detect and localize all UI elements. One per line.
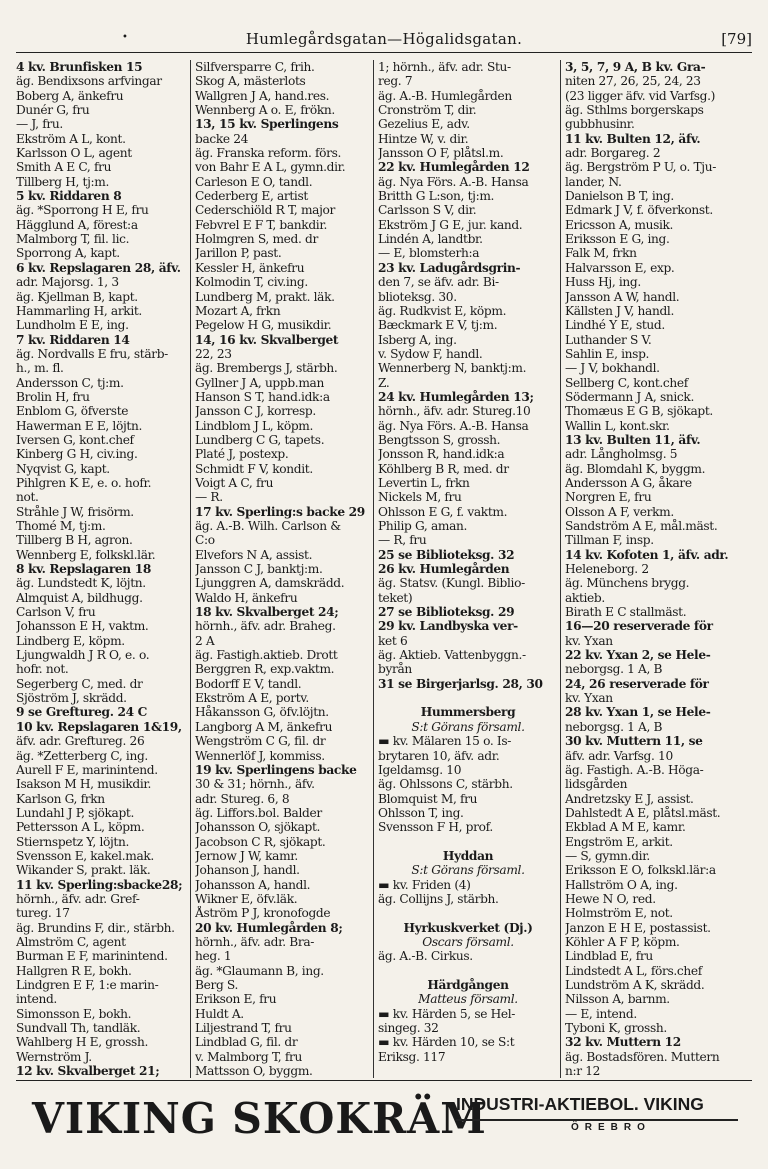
directory-entry: Britth G L:son, tj:m. (378, 189, 495, 204)
directory-entry: von Bahr E A L, gymn.dir. (195, 160, 346, 175)
page-number: [79] (721, 30, 752, 48)
directory-entry: Jacobson C R, sjökapt. (195, 834, 326, 849)
entry-heading: 32 kv. Muttern 12 (565, 1035, 681, 1050)
directory-entry: hörnh., äfv. adr. Gref- (16, 891, 140, 906)
directory-entry: Cederschiöld R T, major (195, 203, 335, 218)
directory-entry: Lindén A, landtbr. (378, 232, 483, 247)
directory-entry: intend. (16, 992, 57, 1007)
directory-entry: — R, fru (378, 533, 427, 548)
directory-entry: Pettersson A L, köpm. (16, 820, 145, 835)
entry-heading: 18 kv. Skvalberget 24; (195, 605, 339, 620)
directory-entry: Lindberg E, köpm. (16, 633, 125, 648)
directory-entry: Ekblad A M E, kamr. (565, 820, 686, 835)
ad-city: ÖREBRO (571, 1122, 651, 1133)
directory-entry: Eriksson E G, ing. (565, 232, 670, 247)
directory-entry: Thomé M, tj:m. (16, 519, 106, 533)
directory-entry: Ericsson A, musik. (565, 217, 674, 232)
directory-entry: kv. Yxan (565, 633, 613, 648)
directory-entry: Berggren R, exp.vaktm. (195, 662, 335, 677)
directory-entry: Isakson M H, musikdir. (16, 777, 152, 792)
directory-entry: teket) (378, 590, 413, 605)
directory-entry (378, 964, 558, 978)
directory-entry: Igeldamsg. 10 (378, 762, 462, 777)
directory-entry: äg. Nya Förs. A.-B. Hansa (378, 174, 529, 189)
entry-heading: 8 kv. Repslagaren 18 (16, 562, 151, 577)
column-2 (195, 60, 374, 1078)
directory-entry: ▬ kv. Härden 10, se S:t (378, 1035, 515, 1050)
directory-entry: Hammarling H, arkit. (16, 303, 142, 318)
directory-entry: lander, N. (565, 174, 622, 189)
directory-entry: Tillman F, insp. (565, 533, 654, 548)
directory-entry: Falk M, frkn (565, 246, 637, 261)
entry-heading: 30 kv. Muttern 11, se (565, 734, 703, 749)
entry-heading: 3, 5, 7, 9 A, B kv. Gra- (565, 60, 706, 74)
directory-entry: Platé J, postexp. (195, 447, 289, 462)
directory-entry: Ekström J G E, jur. kand. (378, 217, 523, 232)
directory-entry: Dahlstedt A E, plåtsl.mäst. (565, 805, 721, 820)
entry-heading: 24, 26 reserverade för (565, 676, 709, 691)
directory-entry: Gyllner J A, uppb.man (195, 375, 324, 390)
directory-entry (378, 691, 558, 705)
directory-entry: v. Malmborg T, fru (195, 1049, 302, 1064)
directory-entry: Almström C, agent (16, 934, 126, 949)
parish-label: Matteus församl. (418, 992, 518, 1007)
directory-entry: Lundberg C G, tapets. (195, 432, 325, 447)
entry-heading: 11 kv. Bulten 12, äfv. (565, 131, 701, 146)
directory-entry: Jansson C J, banktj:m. (195, 562, 323, 577)
entry-heading: 17 kv. Sperling:s backe 29 (195, 504, 365, 519)
directory-entry: Bodorff E V, tandl. (195, 676, 302, 691)
directory-entry: äg. Fastigh. A.-B. Höga- (565, 762, 704, 777)
directory-entry: äg. *Sporrong H E, fru (16, 203, 149, 218)
entry-heading: 27 se Biblioteksg. 29 (378, 605, 515, 620)
directory-entry: gubbhusinr. (565, 117, 635, 132)
directory-entry: Simonsson E, bokh. (16, 1006, 132, 1021)
directory-entry: backe 24 (195, 131, 249, 146)
directory-entry: Andersson A G, åkare (565, 475, 692, 490)
directory-entry: ▬ kv. Härden 5, se Hel- (378, 1006, 516, 1021)
directory-entry: Karlson G, frkn (16, 791, 105, 806)
directory-entry: Lundahl J P, sjökapt. (16, 805, 134, 820)
directory-entry: Cronström T, dir. (378, 103, 477, 118)
directory-entry: Iversen G, kont.chef (16, 432, 134, 447)
entry-heading: 13, 15 kv. Sperlingens (195, 117, 339, 132)
street-heading: Härdgången (427, 978, 509, 992)
directory-entry: Jansson A W, handl. (565, 289, 680, 304)
street-heading: Hyrkuskverket (Dj.) (403, 920, 533, 935)
directory-entry: hörnh., äfv. adr. Stureg.10 (378, 404, 531, 419)
directory-entry: äg. Franska reform. förs. (195, 146, 342, 161)
directory-entry: ▬ kv. Friden (4) (378, 877, 471, 892)
directory-entry: Elvefors N A, assist. (195, 547, 313, 562)
directory-entry: blioteksg. 30. (378, 289, 457, 304)
directory-entry: byrån (378, 662, 412, 677)
directory-entry: v. Sydow F, handl. (378, 346, 483, 361)
column-4 (565, 60, 752, 1078)
directory-entry: Brolin H, fru (16, 389, 90, 404)
directory-entry (378, 1064, 558, 1078)
parish-label: Oscars församl. (422, 934, 514, 949)
directory-entry: Jernow J W, kamr. (195, 848, 298, 863)
directory-entry: Wennerlöf J, kommiss. (195, 748, 325, 763)
directory-entry: Sandström A E, mål.mäst. (565, 519, 718, 533)
directory-entry: Kolmodin T, civ.ing. (195, 275, 308, 290)
directory-entry: Lindgren E F, 1:e marin- (16, 978, 159, 992)
directory-entry: Sellberg C, kont.chef (565, 375, 688, 390)
directory-entry: Tillberg H, tj:m. (16, 174, 109, 189)
entry-heading: 20 kv. Humlegården 8; (195, 920, 343, 935)
directory-entry: h., m. fl. (16, 361, 64, 376)
directory-entry: Lindblad G, fil. dr (195, 1035, 298, 1050)
directory-entry: Liljestrand T, fru (195, 1021, 292, 1036)
directory-entry: äg. Münchens brygg. (565, 576, 690, 591)
directory-entry: Ekström A E, portv. (195, 691, 309, 706)
directory-entry: Kinberg G H, civ.ing. (16, 447, 138, 462)
directory-entry: 22, 23 (195, 346, 232, 361)
directory-entry: Cederberg E, artist (195, 189, 308, 204)
directory-entry: singeg. 32 (378, 1021, 439, 1036)
directory-entry: Aurell F E, marinintend. (16, 762, 158, 777)
column-1 (16, 60, 191, 1078)
directory-entry: Hallström O A, ing. (565, 877, 678, 892)
directory-entry: tureg. 17 (16, 906, 70, 921)
directory-entry: Wengström C G, fil. dr (195, 734, 326, 749)
page-header (16, 30, 752, 53)
directory-entry: Voigt A C, fru (195, 475, 274, 490)
directory-entry: Wikner E, öfv.läk. (195, 891, 298, 906)
entry-heading: 26 kv. Humlegården (378, 562, 510, 577)
directory-entry: adr. Långholmsg. 5 (565, 447, 678, 462)
directory-entry: Danielson B T, ing. (565, 189, 674, 204)
directory-entry: — E, blomsterh:a (378, 246, 480, 261)
directory-entry: brytaren 10, äfv. adr. (378, 748, 500, 763)
entry-heading: 22 kv. Yxan 2, se Hele- (565, 648, 711, 663)
directory-entry: Johansson E H, vaktm. (16, 619, 149, 634)
directory-entry: kv. Yxan (565, 691, 613, 706)
entry-heading: 19 kv. Sperlingens backe (195, 762, 357, 777)
directory-entry: Langborg A M, änkefru (195, 719, 333, 734)
directory-entry: Johansson O, sjökapt. (195, 820, 321, 835)
directory-entry: Luthander S V. (565, 332, 652, 347)
advertisement (16, 1088, 752, 1148)
directory-entry: adr. Majorsg. 1, 3 (16, 275, 119, 290)
entry-heading: 16—20 reserverade för (565, 619, 713, 634)
directory-entry: hörnh., äfv. adr. Bra- (195, 934, 315, 949)
directory-entry: n:r 12 (565, 1064, 601, 1078)
directory-entry: Tillberg B H, agron. (16, 533, 133, 548)
entry-heading: 10 kv. Repslagaren 1&19, (16, 719, 182, 734)
entry-heading: 12 kv. Skvalberget 21; (16, 1064, 160, 1078)
directory-entry: Norgren E, fru (565, 490, 652, 505)
directory-entry: Lundholm E E, ing. (16, 318, 129, 333)
directory-entry: Mattsson O, byggm. (195, 1064, 313, 1078)
directory-entry: Holmström E, not. (565, 906, 673, 921)
directory-entry: Dunér G, fru (16, 103, 90, 118)
directory-entry: ket 6 (378, 633, 408, 648)
directory-entry: äg. Bostadsfören. Muttern (565, 1049, 720, 1064)
entry-heading: 23 kv. Ladugårdsgrin- (378, 260, 521, 275)
entry-heading: 25 se Biblioteksg. 32 (378, 547, 515, 562)
directory-entry: Philip G, aman. (378, 519, 468, 533)
directory-entry: Engström E, arkit. (565, 834, 673, 849)
entry-heading: 7 kv. Riddaren 14 (16, 332, 130, 347)
directory-entry: äg. Bergström P U, o. Tju- (565, 160, 716, 175)
directory-entry: lidsgården (565, 777, 628, 792)
directory-entry: äg. Nordvalls E fru, stärb- (16, 346, 168, 361)
directory-entry: Sporrong A, kapt. (16, 246, 120, 261)
directory-entry: neborgsg. 1 A, B (565, 662, 663, 677)
directory-entry: den 7, se äfv. adr. Bi- (378, 275, 499, 290)
directory-entry: Bengtsson S, grossh. (378, 432, 501, 447)
directory-entry: Silfversparre C, frih. (195, 60, 315, 74)
directory-entry: Blomquist M, fru (378, 791, 478, 806)
directory-entry: Svensson E, kakel.mak. (16, 848, 154, 863)
directory-entry: äg. Aktieb. Vattenbyggn.- (378, 648, 526, 663)
directory-entry: Åström P J, kronofogde (195, 906, 331, 921)
entry-heading: 9 se Greftureg. 24 C (16, 705, 147, 720)
directory-entry: äg. Kjellman B, kapt. (16, 289, 138, 304)
directory-entry: Karlsson O L, agent (16, 146, 132, 161)
directory-entry: Lindhé Y E, stud. (565, 318, 665, 333)
directory-entry: Ohlsson E G, f. vaktm. (378, 504, 508, 519)
directory-entry: — S, gymn.dir. (565, 848, 650, 863)
directory-entry: Smith A E C, fru (16, 160, 112, 175)
street-heading: Hummersberg (420, 705, 516, 720)
directory-entry: Wennerberg N, banktj:m. (378, 361, 527, 376)
directory-entry: Johansson A, handl. (195, 877, 311, 892)
entry-heading: 24 kv. Humlegården 13; (378, 389, 534, 404)
directory-entry: niten 27, 26, 25, 24, 23 (565, 74, 701, 89)
ad-underline (456, 1119, 738, 1121)
directory-entry: Wallgren J A, hand.res. (195, 88, 330, 103)
directory-entry: Nickels M, fru (378, 490, 462, 505)
directory-entry: Jonsson R, hand.idk:a (378, 447, 505, 462)
directory-entry (378, 835, 558, 849)
directory-entry: Waldo H, änkefru (195, 590, 298, 605)
directory-entry: Pegelow H G, musikdir. (195, 318, 332, 333)
directory-entry: Lundberg M, prakt. läk. (195, 289, 335, 304)
directory-entry: neborgsg. 1 A, B (565, 719, 663, 734)
street-heading: Hyddan (442, 848, 494, 863)
directory-entry: Segerberg C, med. dr (16, 676, 143, 691)
directory-entry: Carleson E O, tandl. (195, 174, 313, 189)
directory-entry: äg. Fastigh.aktieb. Drott (195, 648, 338, 663)
directory-entry: Nyqvist G, kapt. (16, 461, 110, 476)
directory-entry: Huldt A. (195, 1006, 244, 1021)
entry-heading: 14 kv. Kofoten 1, äfv. adr. (565, 547, 729, 562)
page-title: Humlegårdsgatan—Högalidsgatan. (245, 30, 523, 48)
directory-entry: Carlson V, fru (16, 605, 96, 620)
directory-entry: — J, fru. (16, 117, 63, 132)
parish-label: S:t Görans församl. (411, 863, 525, 878)
directory-entry: ▬ kv. Mälaren 15 o. Is- (378, 734, 512, 749)
directory-entry: aktieb. (565, 590, 605, 605)
directory-entry: Köhlberg B R, med. dr (378, 461, 509, 476)
directory-entry: Hanson S T, hand.idk:a (195, 389, 330, 404)
directory-columns (16, 60, 752, 1078)
header-bullet: • (122, 32, 128, 43)
directory-entry: Ohlsson T, ing. (378, 805, 464, 820)
directory-entry: Ljunggren A, damskrädd. (195, 576, 345, 591)
directory-entry: Boberg A, änkefru (16, 88, 124, 103)
directory-entry: Hallgren R E, bokh. (16, 963, 132, 978)
directory-entry: Schmidt F V, kondit. (195, 461, 313, 476)
directory-entry: Lindblad E, fru (565, 949, 653, 964)
directory-entry: äg. *Zetterberg C, ing. (16, 748, 148, 763)
directory-entry: — R. (195, 490, 223, 505)
directory-entry: Olsson A F, verkm. (565, 504, 674, 519)
directory-entry: adr. Borgareg. 2 (565, 146, 661, 161)
directory-entry: Svensson F H, prof. (378, 820, 493, 835)
ad-company: INDUSTRI-AKTIEBOL. VIKING (456, 1094, 704, 1114)
directory-entry: Bæckmark E V, tj:m. (378, 318, 498, 333)
entry-heading: 4 kv. Brunfisken 15 (16, 60, 143, 74)
directory-entry: 1; hörnh., äfv. adr. Stu- (378, 60, 511, 74)
directory-entry: Skog A, mästerlots (195, 74, 306, 89)
directory-entry: Ljungwaldh J R O, e. o. (16, 648, 150, 663)
directory-entry: C:o (195, 533, 215, 548)
directory-entry: Köhler A F P, köpm. (565, 934, 680, 949)
directory-entry: Ekström A L, kont. (16, 131, 126, 146)
directory-entry: Sundvall Th, tandläk. (16, 1021, 141, 1036)
directory-entry: Södermann J A, snick. (565, 389, 694, 404)
directory-entry: Birath E C stallmäst. (565, 605, 687, 620)
directory-entry: äg. *Glaumann B, ing. (195, 963, 324, 978)
directory-entry: äg. Bendixsons arfvingar (16, 74, 162, 89)
directory-entry: Andersson C, tj:m. (16, 375, 124, 390)
directory-entry: Holmgren S, med. dr (195, 232, 318, 247)
directory-entry: hörnh., äfv. adr. Braheg. (195, 619, 336, 634)
directory-entry: Hintze W, v. dir. (378, 131, 469, 146)
directory-entry: heg. 1 (195, 949, 232, 964)
directory-entry: adr. Stureg. 6, 8 (195, 791, 290, 806)
directory-entry: Pihlgren K E, e. o. hofr. (16, 475, 152, 490)
directory-entry: Jansson O F, plåtsl.m. (378, 146, 504, 161)
directory-entry: (23 ligger äfv. vid Varfsg.) (565, 88, 716, 103)
directory-entry: Nilsson A, barnm. (565, 992, 670, 1007)
entry-heading: 13 kv. Bulten 11, äfv. (565, 432, 701, 447)
directory-entry: Huss Hj, ing. (565, 275, 641, 290)
directory-entry: 30 & 31; hörnh., äfv. (195, 777, 315, 792)
directory-entry: Wallin L, kont.skr. (565, 418, 670, 433)
directory-entry: Lundström A K, skrädd. (565, 978, 705, 992)
directory-entry: Wikander S, prakt. läk. (16, 863, 151, 878)
directory-entry: Andretzsky E J, assist. (565, 791, 694, 806)
directory-entry: Wahlberg H E, grossh. (16, 1035, 148, 1050)
directory-entry: äg. A.-B. Humlegården (378, 88, 512, 103)
directory-entry: Sjöström J, skrädd. (16, 691, 127, 706)
directory-entry: Z. (378, 375, 390, 390)
directory-entry: äg. A.-B. Wilh. Carlson & (195, 519, 341, 533)
directory-entry: Berg S. (195, 978, 239, 992)
directory-entry: äg. Blomdahl K, byggm. (565, 461, 706, 476)
directory-entry: Heleneborg. 2 (565, 562, 649, 577)
directory-entry: äg. Brembergs J, stärbh. (195, 361, 338, 376)
directory-entry: Sahlin E, insp. (565, 346, 650, 361)
directory-entry: not. (16, 490, 39, 505)
entry-heading: 31 se Birgerjarlsg. 28, 30 (378, 676, 543, 691)
directory-entry: Erikson E, fru (195, 992, 277, 1007)
directory-entry: äfv. adr. Varfsg. 10 (565, 748, 673, 763)
directory-entry: Tyboni K, grossh. (565, 1021, 667, 1036)
directory-entry: Edmark J V, f. öfverkonst. (565, 203, 713, 218)
directory-entry: Mozart A, frkn (195, 303, 281, 318)
entry-heading: 22 kv. Humlegården 12 (378, 160, 530, 175)
directory-entry: äg. Liffors.bol. Balder (195, 805, 322, 820)
entry-heading: 11 kv. Sperling:sbacke28; (16, 877, 183, 892)
directory-entry: Almquist A, bildhugg. (16, 590, 143, 605)
directory-entry: äfv. adr. Greftureg. 26 (16, 734, 145, 749)
directory-entry: äg. Ohlssons C, stärbh. (378, 777, 513, 792)
entry-heading: 28 kv. Yxan 1, se Hele- (565, 705, 711, 720)
directory-entry: äg. Brundins F, dir., stärbh. (16, 920, 175, 935)
directory-entry: Wernström J. (16, 1049, 92, 1064)
directory-entry: äg. Statsv. (Kungl. Biblio- (378, 576, 525, 591)
directory-entry: Hewe N O, red. (565, 891, 656, 906)
directory-entry: Wennberg A o. E, frökn. (195, 103, 335, 118)
directory-entry: Burman E F, marinintend. (16, 949, 168, 964)
directory-entry: Håkansson G, öfv.löjtn. (195, 705, 329, 720)
directory-entry: Enblom G, öfverste (16, 404, 129, 419)
directory-entry: Lindstedt A L, förs.chef (565, 963, 702, 978)
directory-entry: Carlsson S V, dir. (378, 203, 477, 218)
directory-entry: äg. Rudkvist E, köpm. (378, 303, 507, 318)
directory-entry: hofr. not. (16, 662, 69, 677)
directory-entry: Hägglund A, förest:a (16, 217, 138, 232)
directory-entry: Janzon E H E, postassist. (565, 920, 711, 935)
directory-entry: Eriksson E O, folkskl.lär:a (565, 863, 716, 878)
directory-entry: 2 A (195, 633, 215, 648)
directory-entry: Febvrel E F T, bankdir. (195, 217, 327, 232)
directory-entry: Gezelius E, adv. (378, 117, 470, 132)
directory-entry: äg. Collijns J, stärbh. (378, 891, 499, 906)
directory-entry (378, 906, 558, 920)
directory-entry: Malmborg T, fil. lic. (16, 232, 130, 247)
column-3 (378, 60, 561, 1078)
directory-entry: Levertin L, frkn (378, 475, 470, 490)
entry-heading: 14, 16 kv. Skvalberget (195, 332, 339, 347)
directory-entry: Stiernspetz Y, löjtn. (16, 834, 130, 849)
directory-entry: Källsten J V, handl. (565, 303, 674, 318)
ad-brand: VIKING SKOKRÄM (32, 1094, 487, 1143)
directory-entry: — E, intend. (565, 1006, 637, 1021)
directory-entry: Lindblom J L, köpm. (195, 418, 314, 433)
directory-entry: Stråhle J W, frisörm. (16, 504, 134, 519)
parish-label: S:t Görans församl. (411, 719, 525, 734)
directory-entry: äg. Sthlms borgerskaps (565, 103, 704, 118)
footer-divider (16, 1080, 752, 1081)
directory-entry: äg. A.-B. Cirkus. (378, 949, 473, 964)
directory-entry: äg. Lundstedt K, löjtn. (16, 576, 146, 591)
directory-entry: Halvarsson E, exp. (565, 260, 675, 275)
entry-heading: 29 kv. Landbyska ver- (378, 619, 518, 634)
directory-entry: Isberg A, ing. (378, 332, 457, 347)
directory-entry: Thomæus E G B, sjökapt. (565, 404, 713, 419)
directory-entry: Hawerman E E, löjtn. (16, 418, 142, 433)
directory-entry: reg. 7 (378, 74, 413, 89)
directory-entry: Jarillon P, past. (195, 246, 282, 261)
directory-entry: Kessler H, änkefru (195, 260, 305, 275)
directory-entry: — J V, bokhandl. (565, 361, 660, 376)
directory-entry: Johanson J, handl. (195, 863, 300, 878)
entry-heading: 6 kv. Repslagaren 28, äfv. (16, 260, 181, 275)
directory-entry: Eriksg. 117 (378, 1049, 446, 1064)
directory-entry: äg. Nya Förs. A.-B. Hansa (378, 418, 529, 433)
directory-entry: Wennberg E, folkskl.lär. (16, 547, 156, 562)
entry-heading: 5 kv. Riddaren 8 (16, 189, 122, 204)
directory-entry: Jansson C J, korresp. (195, 404, 316, 419)
